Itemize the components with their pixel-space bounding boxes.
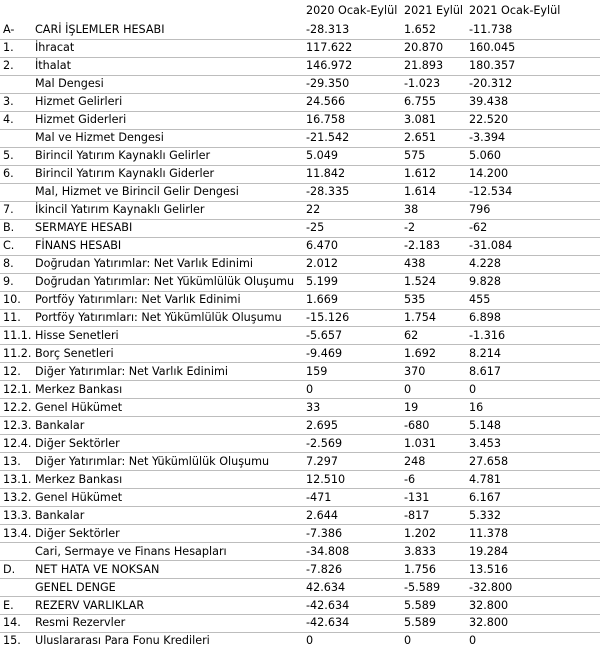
value-2020-jan-sep: -28.335 (306, 185, 350, 199)
row-label: Hisse Senetleri (35, 328, 119, 342)
value-2020-jan-sep: 7.297 (306, 454, 339, 468)
value-2021-jan-sep: 0 (469, 634, 477, 648)
header-2021-jan-sep: 2021 Ocak-Eylül (469, 4, 561, 17)
value-2020-jan-sep: 2.012 (306, 257, 339, 271)
row-code: 11.2. (3, 346, 32, 360)
value-2021-sep: -817 (404, 508, 430, 522)
value-2021-sep: 1.756 (404, 562, 437, 576)
value-2021-jan-sep: 39.438 (469, 95, 509, 109)
table-row (0, 326, 600, 344)
value-2021-sep: 38 (404, 203, 419, 217)
row-code: 14. (3, 616, 21, 630)
row-label: Birincil Yatırım Kaynaklı Gelirler (35, 149, 211, 163)
value-2020-jan-sep: 2.695 (306, 418, 339, 432)
value-2021-jan-sep: 11.378 (469, 526, 509, 540)
row-label: NET HATA VE NOKSAN (35, 562, 160, 576)
row-code: 12.2. (3, 400, 32, 414)
value-2021-sep: 62 (404, 328, 419, 342)
table-row (0, 57, 600, 75)
value-2020-jan-sep: 117.622 (306, 41, 353, 55)
row-label: Genel Hükümet (35, 400, 123, 414)
table-row (0, 380, 600, 398)
row-code: 13. (3, 454, 21, 468)
row-code: 11.1. (3, 328, 32, 342)
table-row (0, 506, 600, 524)
row-label: Merkez Bankası (35, 472, 123, 486)
value-2021-sep: -131 (404, 490, 430, 504)
value-2020-jan-sep: -9.469 (306, 346, 343, 360)
value-2021-jan-sep: 796 (469, 203, 491, 217)
value-2020-jan-sep: 22 (306, 203, 321, 217)
table-row (0, 309, 600, 327)
row-code: 8. (3, 257, 14, 271)
value-2021-jan-sep: 5.332 (469, 508, 502, 522)
value-2021-jan-sep: 180.357 (469, 59, 516, 73)
value-2021-jan-sep: 13.516 (469, 562, 509, 576)
value-2020-jan-sep: 0 (306, 382, 314, 396)
row-label: Resmi Rezervler (35, 616, 126, 630)
value-2020-jan-sep: -5.657 (306, 328, 343, 342)
value-2021-sep: 0 (404, 382, 412, 396)
row-code: 4. (3, 113, 14, 127)
value-2020-jan-sep: -29.350 (306, 77, 350, 91)
value-2021-sep: 1.614 (404, 185, 437, 199)
row-code: 13.4. (3, 526, 32, 540)
table-row (0, 201, 600, 219)
value-2021-sep: 5.589 (404, 616, 437, 630)
value-2021-sep: 1.524 (404, 275, 437, 289)
table-row (0, 219, 600, 237)
table-row (0, 93, 600, 111)
value-2021-sep: 5.589 (404, 598, 437, 612)
row-label: Hizmet Gelirleri (35, 95, 123, 109)
value-2021-jan-sep: 32.800 (469, 616, 509, 630)
table-row (0, 111, 600, 129)
value-2021-sep: 1.612 (404, 167, 437, 181)
value-2020-jan-sep: 42.634 (306, 580, 346, 594)
row-label: İthalat (35, 59, 71, 73)
row-label: Diğer Yatırımlar: Net Varlık Edinimi (35, 364, 228, 378)
table-row (0, 524, 600, 542)
value-2021-jan-sep: 455 (469, 293, 491, 307)
value-2021-jan-sep: -12.534 (469, 185, 513, 199)
row-code: 12.4. (3, 436, 32, 450)
value-2021-jan-sep: 5.060 (469, 149, 502, 163)
header-2020-jan-sep: 2020 Ocak-Eylül (306, 4, 398, 17)
table-row (0, 273, 600, 291)
row-label: Uluslararası Para Fonu Kredileri (35, 634, 210, 648)
value-2021-sep: 6.755 (404, 95, 437, 109)
table-row (0, 596, 600, 614)
value-2021-jan-sep: -32.800 (469, 580, 513, 594)
value-2021-sep: 248 (404, 454, 426, 468)
value-2021-sep: 1.652 (404, 22, 437, 36)
row-label: Diğer Yatırımlar: Net Yükümlülük Oluşumu (35, 454, 270, 468)
value-2021-jan-sep: 6.167 (469, 490, 502, 504)
table-row (0, 39, 600, 57)
value-2020-jan-sep: -7.386 (306, 526, 343, 540)
table-row (0, 560, 600, 578)
row-label: İkincil Yatırım Kaynaklı Gelirler (35, 203, 205, 217)
value-2021-jan-sep: 32.800 (469, 598, 509, 612)
row-code: 6. (3, 167, 14, 181)
value-2021-jan-sep: 19.284 (469, 544, 509, 558)
row-code: C. (3, 239, 15, 253)
value-2020-jan-sep: 1.669 (306, 293, 339, 307)
row-label: FİNANS HESABI (35, 239, 122, 253)
value-2021-jan-sep: -31.084 (469, 239, 513, 253)
value-2021-jan-sep: 16 (469, 400, 484, 414)
row-label: Hizmet Giderleri (35, 113, 127, 127)
value-2021-jan-sep: -1.316 (469, 328, 506, 342)
value-2021-sep: 535 (404, 293, 426, 307)
value-2021-sep: 0 (404, 634, 412, 648)
row-label: Portföy Yatırımları: Net Yükümlülük Oluşumu (35, 311, 282, 324)
value-2021-sep: 438 (404, 257, 426, 271)
value-2021-jan-sep: 8.214 (469, 346, 502, 360)
table-row (0, 470, 600, 488)
value-2021-jan-sep: -20.312 (469, 77, 513, 91)
row-label: CARİ İŞLEMLER HESABI (35, 22, 165, 36)
value-2021-jan-sep: 6.898 (469, 311, 502, 324)
table-row (0, 632, 600, 650)
row-label: Bankalar (35, 508, 85, 522)
row-code: 13.1. (3, 472, 32, 486)
value-2020-jan-sep: 5.049 (306, 149, 339, 163)
table-body (0, 21, 600, 650)
row-label: Mal Dengesi (35, 77, 104, 91)
value-2020-jan-sep: -28.313 (306, 22, 350, 36)
value-2021-sep: -5.589 (404, 580, 441, 594)
table-row (0, 398, 600, 416)
row-code: B. (3, 221, 15, 235)
row-code: 2. (3, 59, 14, 73)
value-2020-jan-sep: 5.199 (306, 275, 339, 289)
table-row (0, 255, 600, 273)
row-label: İhracat (35, 41, 75, 55)
table-row (0, 416, 600, 434)
table-row (0, 578, 600, 596)
row-code: 9. (3, 275, 14, 289)
value-2020-jan-sep: 6.470 (306, 239, 339, 253)
value-2021-sep: 1.754 (404, 311, 437, 324)
table-row (0, 362, 600, 380)
value-2021-sep: -6 (404, 472, 416, 486)
value-2021-sep: -2 (404, 221, 416, 235)
value-2021-jan-sep: -62 (469, 221, 488, 235)
row-label: Mal, Hizmet ve Birincil Gelir Dengesi (35, 185, 239, 199)
row-label: Diğer Sektörler (35, 526, 120, 540)
value-2020-jan-sep: 146.972 (306, 59, 353, 73)
row-code: 5. (3, 149, 14, 163)
value-2021-jan-sep: 4.228 (469, 257, 502, 271)
table-row (0, 183, 600, 201)
table-row (0, 291, 600, 309)
header-2021-sep: 2021 Eylül (404, 4, 464, 17)
value-2021-jan-sep: 0 (469, 382, 477, 396)
value-2021-jan-sep: 4.781 (469, 472, 502, 486)
value-2021-sep: -2.183 (404, 239, 441, 253)
value-2021-jan-sep: 27.658 (469, 454, 509, 468)
row-code: E. (3, 598, 14, 612)
value-2020-jan-sep: -42.634 (306, 616, 350, 630)
value-2020-jan-sep: -7.826 (306, 562, 343, 576)
value-2021-sep: 1.202 (404, 526, 437, 540)
value-2021-jan-sep: -3.394 (469, 131, 506, 145)
row-label: Mal ve Hizmet Dengesi (35, 131, 164, 145)
value-2020-jan-sep: -15.126 (306, 311, 350, 324)
value-2020-jan-sep: 0 (306, 634, 314, 648)
value-2021-sep: 1.031 (404, 436, 437, 450)
value-2020-jan-sep: 33 (306, 400, 321, 414)
value-2021-jan-sep: 3.453 (469, 436, 502, 450)
row-code: 10. (3, 293, 21, 307)
table-row (0, 129, 600, 147)
table-row (0, 75, 600, 93)
row-code: 12.3. (3, 418, 32, 432)
table-row (0, 344, 600, 362)
row-label: Birincil Yatırım Kaynaklı Giderler (35, 167, 215, 181)
table-row (0, 165, 600, 183)
row-label: Merkez Bankası (35, 382, 123, 396)
value-2021-sep: 20.870 (404, 41, 444, 55)
row-code: A- (3, 22, 15, 36)
value-2020-jan-sep: 16.758 (306, 113, 346, 127)
value-2021-sep: 21.893 (404, 59, 444, 73)
table-row (0, 488, 600, 506)
table-row (0, 434, 600, 452)
value-2021-jan-sep: 14.200 (469, 167, 509, 181)
row-label: SERMAYE HESABI (35, 221, 133, 235)
value-2021-jan-sep: 9.828 (469, 275, 502, 289)
value-2021-jan-sep: 160.045 (469, 41, 516, 55)
value-2021-jan-sep: -11.738 (469, 22, 513, 36)
row-code: 13.2. (3, 490, 32, 504)
row-label: Doğrudan Yatırımlar: Net Yükümlülük Oluşumu (35, 275, 295, 289)
value-2020-jan-sep: -42.634 (306, 598, 350, 612)
table-row (0, 614, 600, 632)
value-2021-sep: -680 (404, 418, 430, 432)
row-label: Portföy Yatırımları: Net Varlık Edinimi (35, 293, 241, 307)
table-row (0, 237, 600, 255)
row-label: GENEL DENGE (35, 580, 116, 594)
value-2020-jan-sep: 159 (306, 364, 328, 378)
value-2021-sep: 2.651 (404, 131, 437, 145)
value-2021-jan-sep: 22.520 (469, 113, 509, 127)
table-row (0, 147, 600, 165)
value-2020-jan-sep: -21.542 (306, 131, 350, 145)
value-2020-jan-sep: -2.569 (306, 436, 343, 450)
table-row (0, 21, 600, 39)
row-code: 12.1. (3, 382, 32, 396)
value-2021-sep: 3.833 (404, 544, 437, 558)
value-2021-sep: 575 (404, 149, 426, 163)
value-2020-jan-sep: 24.566 (306, 95, 346, 109)
row-code: 11. (3, 311, 21, 324)
value-2021-sep: 1.692 (404, 346, 437, 360)
value-2020-jan-sep: -34.808 (306, 544, 350, 558)
table-row (0, 542, 600, 560)
value-2020-jan-sep: -25 (306, 221, 325, 235)
row-label: Diğer Sektörler (35, 436, 120, 450)
row-code: D. (3, 562, 16, 576)
row-label: REZERV VARLIKLAR (35, 598, 145, 612)
row-label: Borç Senetleri (35, 346, 114, 360)
value-2020-jan-sep: 11.842 (306, 167, 346, 181)
row-code: 7. (3, 203, 14, 217)
row-label: Cari, Sermaye ve Finans Hesapları (35, 544, 227, 558)
value-2020-jan-sep: -471 (306, 490, 332, 504)
row-code: 13.3. (3, 508, 32, 522)
table-row (0, 452, 600, 470)
value-2021-jan-sep: 5.148 (469, 418, 502, 432)
value-2021-sep: 370 (404, 364, 426, 378)
row-code: 15. (3, 634, 21, 648)
value-2021-jan-sep: 8.617 (469, 364, 502, 378)
value-2021-sep: 3.081 (404, 113, 437, 127)
row-label: Bankalar (35, 418, 85, 432)
row-label: Doğrudan Yatırımlar: Net Varlık Edinimi (35, 257, 253, 271)
row-code: 1. (3, 41, 14, 55)
value-2021-sep: 19 (404, 400, 419, 414)
row-code: 12. (3, 364, 21, 378)
value-2021-sep: -1.023 (404, 77, 441, 91)
value-2020-jan-sep: 2.644 (306, 508, 339, 522)
row-label: Genel Hükümet (35, 490, 123, 504)
value-2020-jan-sep: 12.510 (306, 472, 346, 486)
row-code: 3. (3, 95, 14, 109)
